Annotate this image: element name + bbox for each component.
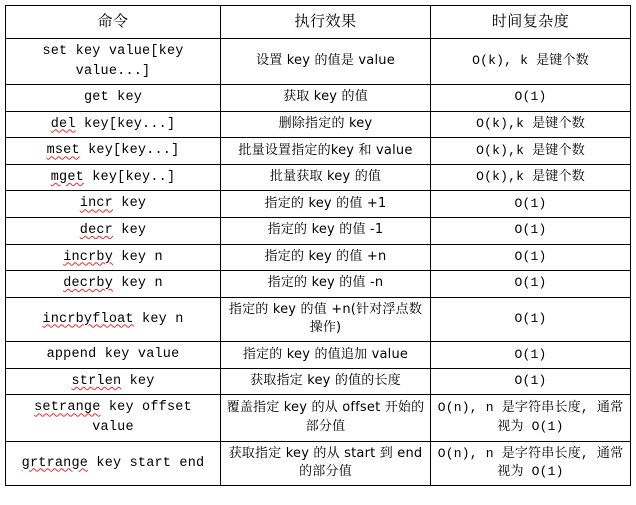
cell-complexity: O(1)	[431, 342, 631, 369]
command-keyword: del	[50, 116, 76, 132]
cell-effect: 指定的 key 的值追加 value	[221, 342, 431, 369]
column-header-effect: 执行效果	[221, 6, 431, 39]
cell-complexity: O(k),k 是键个数	[431, 138, 631, 165]
table-row	[6, 395, 631, 441]
cell-effect: 批量设置指定的key 和 value	[221, 138, 431, 165]
table-body	[6, 39, 631, 486]
command-arguments: key[key..]	[83, 169, 176, 185]
cell-command	[6, 39, 221, 85]
cell-command	[6, 395, 221, 441]
cell-complexity: O(1)	[431, 191, 631, 218]
command-arguments: key	[108, 90, 143, 106]
cell-command	[6, 191, 221, 218]
table-row	[6, 138, 631, 165]
cell-command	[6, 441, 221, 486]
command-keyword: get	[83, 90, 109, 106]
table-row	[6, 297, 631, 342]
cell-effect: 设置 key 的值是 value	[221, 39, 431, 85]
cell-effect: 指定的 key 的值 +1	[221, 191, 431, 218]
cell-command	[6, 342, 221, 369]
cell-complexity: O(k),k 是键个数	[431, 111, 631, 138]
table-row	[6, 164, 631, 191]
command-keyword: decr	[79, 222, 113, 238]
command-keyword: mset	[46, 143, 80, 159]
table-row	[6, 217, 631, 244]
cell-effect: 指定的 key 的值 +n	[221, 244, 431, 271]
command-arguments: key n	[133, 311, 184, 327]
command-arguments: key	[121, 373, 155, 389]
command-arguments: key n	[113, 276, 163, 292]
cell-effect: 批量获取 key 的值	[221, 164, 431, 191]
command-keyword: mget	[50, 169, 84, 185]
cell-command	[6, 297, 221, 342]
command-keyword: strlen	[71, 373, 122, 389]
column-header-command: 命令	[6, 6, 221, 39]
cell-complexity: O(1)	[431, 244, 631, 271]
table-row	[6, 111, 631, 138]
cell-command	[6, 85, 221, 112]
cell-effect: 覆盖指定 key 的从 offset 开始的部分值	[221, 395, 431, 441]
table-row	[6, 39, 631, 85]
table-row	[6, 271, 631, 298]
table-row	[6, 191, 631, 218]
cell-command	[6, 138, 221, 165]
table-header	[6, 6, 631, 39]
command-arguments: key start end	[88, 455, 205, 471]
table-row	[6, 368, 631, 395]
command-arguments: key[key...]	[79, 143, 180, 159]
cell-effect: 获取 key 的值	[221, 85, 431, 112]
cell-command	[6, 217, 221, 244]
table-row	[6, 244, 631, 271]
command-keyword: incr	[79, 196, 113, 212]
command-arguments: key[key...]	[75, 116, 176, 132]
table-row	[6, 85, 631, 112]
table-row	[6, 342, 631, 369]
cell-complexity: O(k), k 是键个数	[431, 39, 631, 85]
cell-effect: 指定的 key 的值 +n(针对浮点数操作)	[221, 297, 431, 342]
cell-command	[6, 368, 221, 395]
command-keyword: append	[46, 347, 97, 363]
table-header-row	[6, 6, 631, 39]
cell-complexity: O(1)	[431, 368, 631, 395]
redis-string-commands-table	[5, 5, 631, 486]
cell-effect: 获取指定 key 的值的长度	[221, 368, 431, 395]
cell-command	[6, 271, 221, 298]
command-keyword: incrbyfloat	[42, 311, 134, 327]
command-arguments: key value[key value...]	[67, 44, 184, 79]
command-keyword: incrby	[63, 249, 113, 265]
cell-complexity: O(1)	[431, 271, 631, 298]
cell-complexity: O(k),k 是键个数	[431, 164, 631, 191]
cell-command	[6, 244, 221, 271]
cell-complexity: O(1)	[431, 297, 631, 342]
command-keyword: grtrange	[21, 455, 89, 471]
command-keyword: decrby	[63, 276, 113, 292]
command-keyword: setrange	[34, 400, 101, 416]
cell-complexity: O(n), n 是字符串长度, 通常视为 O(1)	[431, 395, 631, 441]
command-arguments: key	[113, 222, 147, 238]
cell-complexity: O(1)	[431, 85, 631, 112]
command-arguments: key offset value	[92, 400, 192, 435]
command-arguments: key	[113, 196, 147, 212]
cell-command	[6, 111, 221, 138]
command-arguments: key value	[96, 347, 180, 363]
command-keyword: set	[42, 44, 68, 59]
cell-command	[6, 164, 221, 191]
cell-complexity: O(1)	[431, 217, 631, 244]
cell-effect: 删除指定的 key	[221, 111, 431, 138]
table-row	[6, 441, 631, 486]
cell-complexity: O(n), n 是字符串长度, 通常视为 O(1)	[431, 441, 631, 486]
cell-effect: 获取指定 key 的从 start 到 end 的部分值	[221, 441, 431, 486]
command-arguments: key n	[113, 249, 163, 265]
cell-effect: 指定的 key 的值 -1	[221, 217, 431, 244]
column-header-complexity: 时间复杂度	[431, 6, 631, 39]
document-page	[0, 5, 636, 505]
cell-effect: 指定的 key 的值 -n	[221, 271, 431, 298]
